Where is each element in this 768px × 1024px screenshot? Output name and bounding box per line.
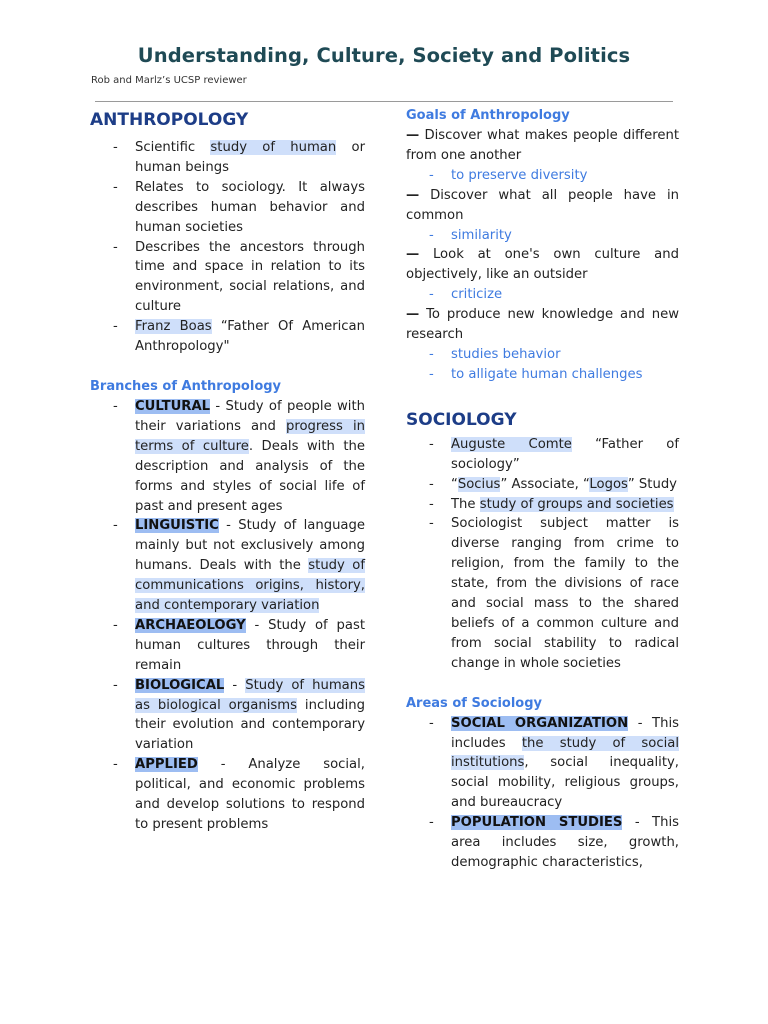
bullet-dash: -: [113, 398, 118, 414]
anthropology-heading: ANTHROPOLOGY: [90, 110, 249, 130]
goals-heading: Goals of Anthropology: [406, 108, 570, 123]
goal-sublist: [406, 345, 679, 385]
goal-sublist: [406, 285, 679, 305]
goal-subitem: [406, 365, 679, 385]
branch-item: [90, 676, 365, 756]
bullet-dash: -: [113, 319, 118, 335]
bullet-dash: -: [113, 677, 118, 693]
item-text: - Analyze social, political, and economic problems and develop solutions to respond to present problems: [135, 757, 365, 832]
bullet-dash: -: [429, 715, 434, 731]
subitem-text: to alligate human challenges: [451, 366, 643, 382]
areas-heading: Areas of Sociology: [406, 695, 542, 711]
area-item: [406, 813, 679, 873]
item-text: Scientific: [135, 140, 211, 155]
area-term: SOCIAL ORGANIZATION: [451, 715, 629, 731]
goal-statement: [406, 305, 679, 345]
goal-statement: [406, 126, 679, 166]
branch-item: [90, 397, 365, 516]
goal-subitem: [406, 345, 679, 365]
goals-list: [406, 126, 679, 385]
bullet-dash: -: [429, 227, 434, 243]
branches-list: [90, 397, 365, 835]
bullet-dash: -: [429, 287, 434, 303]
item-text: Describes the ancestors through time and space in relation to its environment, social relations, and culture: [135, 239, 365, 315]
highlighted-text: Logos: [589, 476, 628, 492]
highlighted-text: Auguste Comte: [451, 436, 572, 452]
highlighted-text: study of human: [210, 140, 337, 155]
list-item: [406, 475, 679, 495]
branches-heading: Branches of Anthropology: [90, 378, 282, 394]
goal-subitem: [406, 166, 679, 186]
item-text: “Father of sociology”: [451, 436, 679, 472]
bullet-dash: -: [429, 436, 434, 452]
goal-text: Discover what all people have in common: [406, 187, 679, 223]
item-text: ” Associate, “: [500, 476, 590, 492]
document-subtitle: Rob and Marlz’s UCSP reviewer: [91, 75, 247, 86]
bullet-dash: -: [113, 617, 118, 633]
em-dash: —: [406, 307, 420, 323]
left-column: [90, 104, 365, 835]
list-item: [90, 317, 365, 357]
branch-term: BIOLOGICAL: [135, 677, 225, 693]
goal-sublist: [406, 166, 679, 186]
item-text: . Deals with the description and analysis of the forms and styles of social life of past and present ages: [135, 438, 365, 514]
bullet-dash: -: [113, 757, 118, 773]
item-text: ” Study: [627, 476, 677, 492]
goal-statement: [406, 245, 679, 285]
subitem-text: to preserve diversity: [451, 167, 588, 183]
highlighted-text: Franz Boas: [135, 319, 212, 335]
item-text: “: [451, 476, 458, 492]
item-text: - Study of past human cultures through their remain: [135, 617, 365, 673]
goal-subitem: [406, 226, 679, 246]
highlighted-text: study of groups and societies: [479, 496, 674, 512]
item-text: - Study of people with their variations and: [135, 398, 365, 434]
list-item: [90, 238, 365, 318]
item-text: - This area includes size, growth, demographic characteristics,: [451, 815, 680, 870]
list-item: [90, 138, 365, 178]
subitem-text: criticize: [451, 287, 503, 303]
branch-term: APPLIED: [135, 757, 198, 773]
list-item: [90, 178, 365, 238]
goal-sublist: [406, 226, 679, 246]
item-text: “Father Of American Anthropology": [135, 319, 365, 355]
sociology-list: [406, 435, 679, 674]
document-title: Understanding, Culture, Society and Politics: [137, 44, 631, 67]
bullet-dash: -: [429, 496, 434, 512]
list-item: [406, 435, 679, 475]
branch-item: [90, 516, 365, 616]
area-item: [406, 714, 679, 814]
branch-item: [90, 755, 365, 835]
subitem-text: similarity: [451, 227, 512, 243]
areas-list: [406, 714, 679, 873]
anthropology-list: [90, 138, 365, 357]
subitem-text: studies behavior: [451, 346, 561, 362]
branch-term: CULTURAL: [135, 398, 211, 414]
highlighted-text: Socius: [457, 476, 501, 492]
bullet-dash: -: [429, 167, 434, 183]
em-dash: —: [406, 187, 420, 203]
list-item: [406, 495, 679, 515]
item-text: -: [224, 677, 246, 693]
header-divider: [95, 101, 673, 102]
goal-text: To produce new knowledge and new research: [406, 307, 679, 343]
bullet-dash: -: [429, 815, 434, 831]
highlighted-text: Study of humans as biological organisms: [135, 677, 365, 713]
item-text: - This includes: [451, 715, 679, 751]
item-text: , social inequality, social mobility, religious groups, and bureaucracy: [451, 755, 679, 811]
goal-statement: [406, 186, 679, 226]
highlighted-text: study of communications origins, history, and contemporary variation: [135, 558, 365, 614]
branch-term: ARCHAEOLOGY: [135, 617, 246, 633]
bullet-dash: -: [429, 516, 434, 532]
item-text: or human beings: [135, 140, 366, 175]
highlighted-text: progress in terms of culture: [135, 418, 365, 454]
bullet-dash: -: [113, 179, 118, 195]
item-text: The: [451, 496, 480, 512]
item-text: Sociologist subject matter is diverse ranging from crime to religion, from the family to the state, from the divisions of race and social mass to the shared beliefs of a common culture and from social stability to radical change in whole societies: [451, 516, 679, 671]
branch-term: LINGUISTIC: [135, 518, 219, 534]
goal-text: Discover what makes people different from one another: [406, 128, 679, 163]
goal-text: Look at one's own culture and objectively, like an outsider: [406, 247, 679, 283]
right-column: [406, 104, 679, 873]
bullet-dash: -: [429, 476, 434, 492]
item-text: - Study of language mainly but not exclusively among humans. Deals with the: [135, 518, 365, 574]
bullet-dash: -: [113, 518, 118, 534]
bullet-dash: -: [113, 140, 118, 155]
list-item: [406, 514, 679, 673]
highlighted-text: the study of social institutions: [451, 735, 679, 771]
branch-item: [90, 616, 365, 676]
item-text: including their evolution and contemporary variation: [135, 697, 365, 753]
bullet-dash: -: [113, 239, 118, 255]
area-term: POPULATION STUDIES: [451, 815, 623, 831]
bullet-dash: -: [429, 346, 434, 362]
goal-subitem: [406, 285, 679, 305]
sociology-heading: SOCIOLOGY: [406, 409, 517, 430]
em-dash: —: [406, 128, 420, 143]
item-text: Relates to sociology. It always describes human behavior and human societies: [135, 179, 365, 235]
bullet-dash: -: [429, 366, 434, 382]
em-dash: —: [406, 247, 420, 263]
